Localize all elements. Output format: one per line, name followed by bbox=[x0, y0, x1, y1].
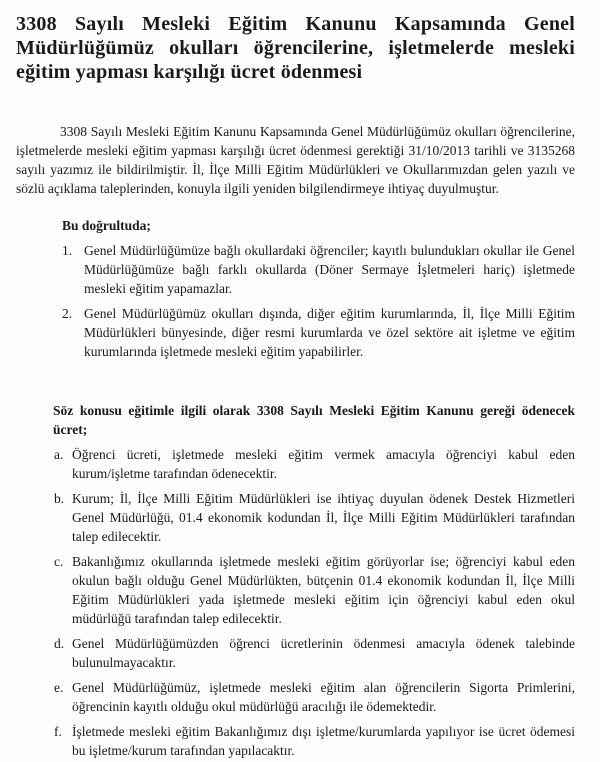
lettered-list bbox=[16, 445, 575, 760]
intro-paragraph: 3308 Sayılı Mesleki Eğitim Kanunu Kapsamında Genel Müdürlüğümüz okulları öğrencilerine, işletmelerde mesleki eğitim yapması karşılığı ücret ödenmesi gerektiği 31/10/2013 tarihli ve 3135268 sayılı yazımız ile bildirilmiştir. İl, İlçe Milli Eğitim Müdürlükleri ve Okullarımızdan gelen yazılı ve sözlü açıklama taleplerinden, konuyla ilgili yeniden bilgilendirmeye ihtiyaç duyulmuştur. bbox=[16, 124, 575, 196]
list-item bbox=[54, 634, 575, 672]
list-item-text: Öğrenci ücreti, işletmede mesleki eğitim vermek amacıyla öğrenciyi kabul eden kurum/işletme tarafından ödenecektir. bbox=[72, 447, 575, 481]
list-item-marker: b. bbox=[54, 491, 65, 506]
list-item bbox=[54, 678, 575, 716]
list-item-marker: d. bbox=[54, 636, 65, 651]
list-item-text: Genel Müdürlüğümüzden öğrenci ücretlerinin ödenmesi amacıyla ödenek talebinde bulunulmayacaktır. bbox=[72, 636, 575, 670]
section1-heading: Bu doğrultuda; bbox=[62, 218, 151, 233]
list-item-text: Genel Müdürlüğümüze bağlı okullardaki öğrenciler; kayıtlı bulundukları okullar ile Genel Müdürlüğümüze bağlı farklı okullarda (Döner Sermaye İşletmeleri hariç) işletmede mesleki eğitim yapamazlar. bbox=[84, 243, 575, 296]
list-item bbox=[62, 241, 575, 298]
list-item bbox=[54, 722, 575, 760]
list-item-marker: e. bbox=[54, 680, 64, 695]
list-item-text: Genel Müdürlüğümüz, işletmede mesleki eğitim alan öğrencilerin Sigorta Primlerini, öğrencinin kayıtlı olduğu okul müdürlüğü aracılığı ile ödemektedir. bbox=[72, 680, 575, 714]
list-item-marker: 1. bbox=[62, 243, 73, 258]
list-item-marker: a. bbox=[54, 447, 64, 462]
list-item-marker: c. bbox=[54, 554, 64, 569]
list-item-text: Genel Müdürlüğümüz okulları dışında, diğer eğitim kurumlarında, İl, İlçe Milli Eğitim Müdürlükleri bünyesinde, diğer resmi kurumlarda ve özel sektöre ait işletme ve eğitim kurumlarında işletmede mesleki eğitim yapabilirler. bbox=[84, 306, 575, 359]
list-item-text: Bakanlığımız okullarında işletmede mesleki eğitim görüyorlar ise; öğrenciyi kabul eden okulun bağlı olduğu Genel Müdürlükten, bütçenin 01.4 ekonomik kodundan İl, İlçe Milli Eğitim Müdürlükleri yada işletmede mesleki eğitim için öğrenciyi kabul eden okul müdürlüğü tarafından talep edilecektir. bbox=[72, 554, 575, 626]
document-title: 3308 Sayılı Mesleki Eğitim Kanunu Kapsamında Genel Müdürlüğümüz okulları öğrencilerine, işletmelerde mesleki eğitim yapması karşılığı ücret ödenmesi bbox=[16, 13, 575, 83]
section2-heading: Söz konusu eğitimle ilgili olarak 3308 Sayılı Mesleki Eğitim Kanunu gereği ödenecek ücret; bbox=[53, 403, 575, 437]
list-item-marker: 2. bbox=[62, 306, 73, 321]
list-item bbox=[54, 445, 575, 483]
list-item bbox=[54, 489, 575, 546]
list-item-marker: f. bbox=[54, 724, 62, 739]
list-item bbox=[62, 304, 575, 361]
list-item-text: Kurum; İl, İlçe Milli Eğitim Müdürlükleri ise ihtiyaç duyulan ödenek Destek Hizmetleri Genel Müdürlüğü, 01.4 ekonomik kodundan İl, İlçe Milli Eğitim Müdürlükleri tarafından talep edilecektir. bbox=[72, 491, 575, 544]
numbered-list bbox=[16, 241, 575, 361]
list-item bbox=[54, 552, 575, 628]
list-item-text: İşletmede mesleki eğitim Bakanlığımız dışı işletme/kurumlarda yapılıyor ise ücret ödemesi bu işletme/kurum tarafından yapılacaktır. bbox=[72, 724, 575, 758]
